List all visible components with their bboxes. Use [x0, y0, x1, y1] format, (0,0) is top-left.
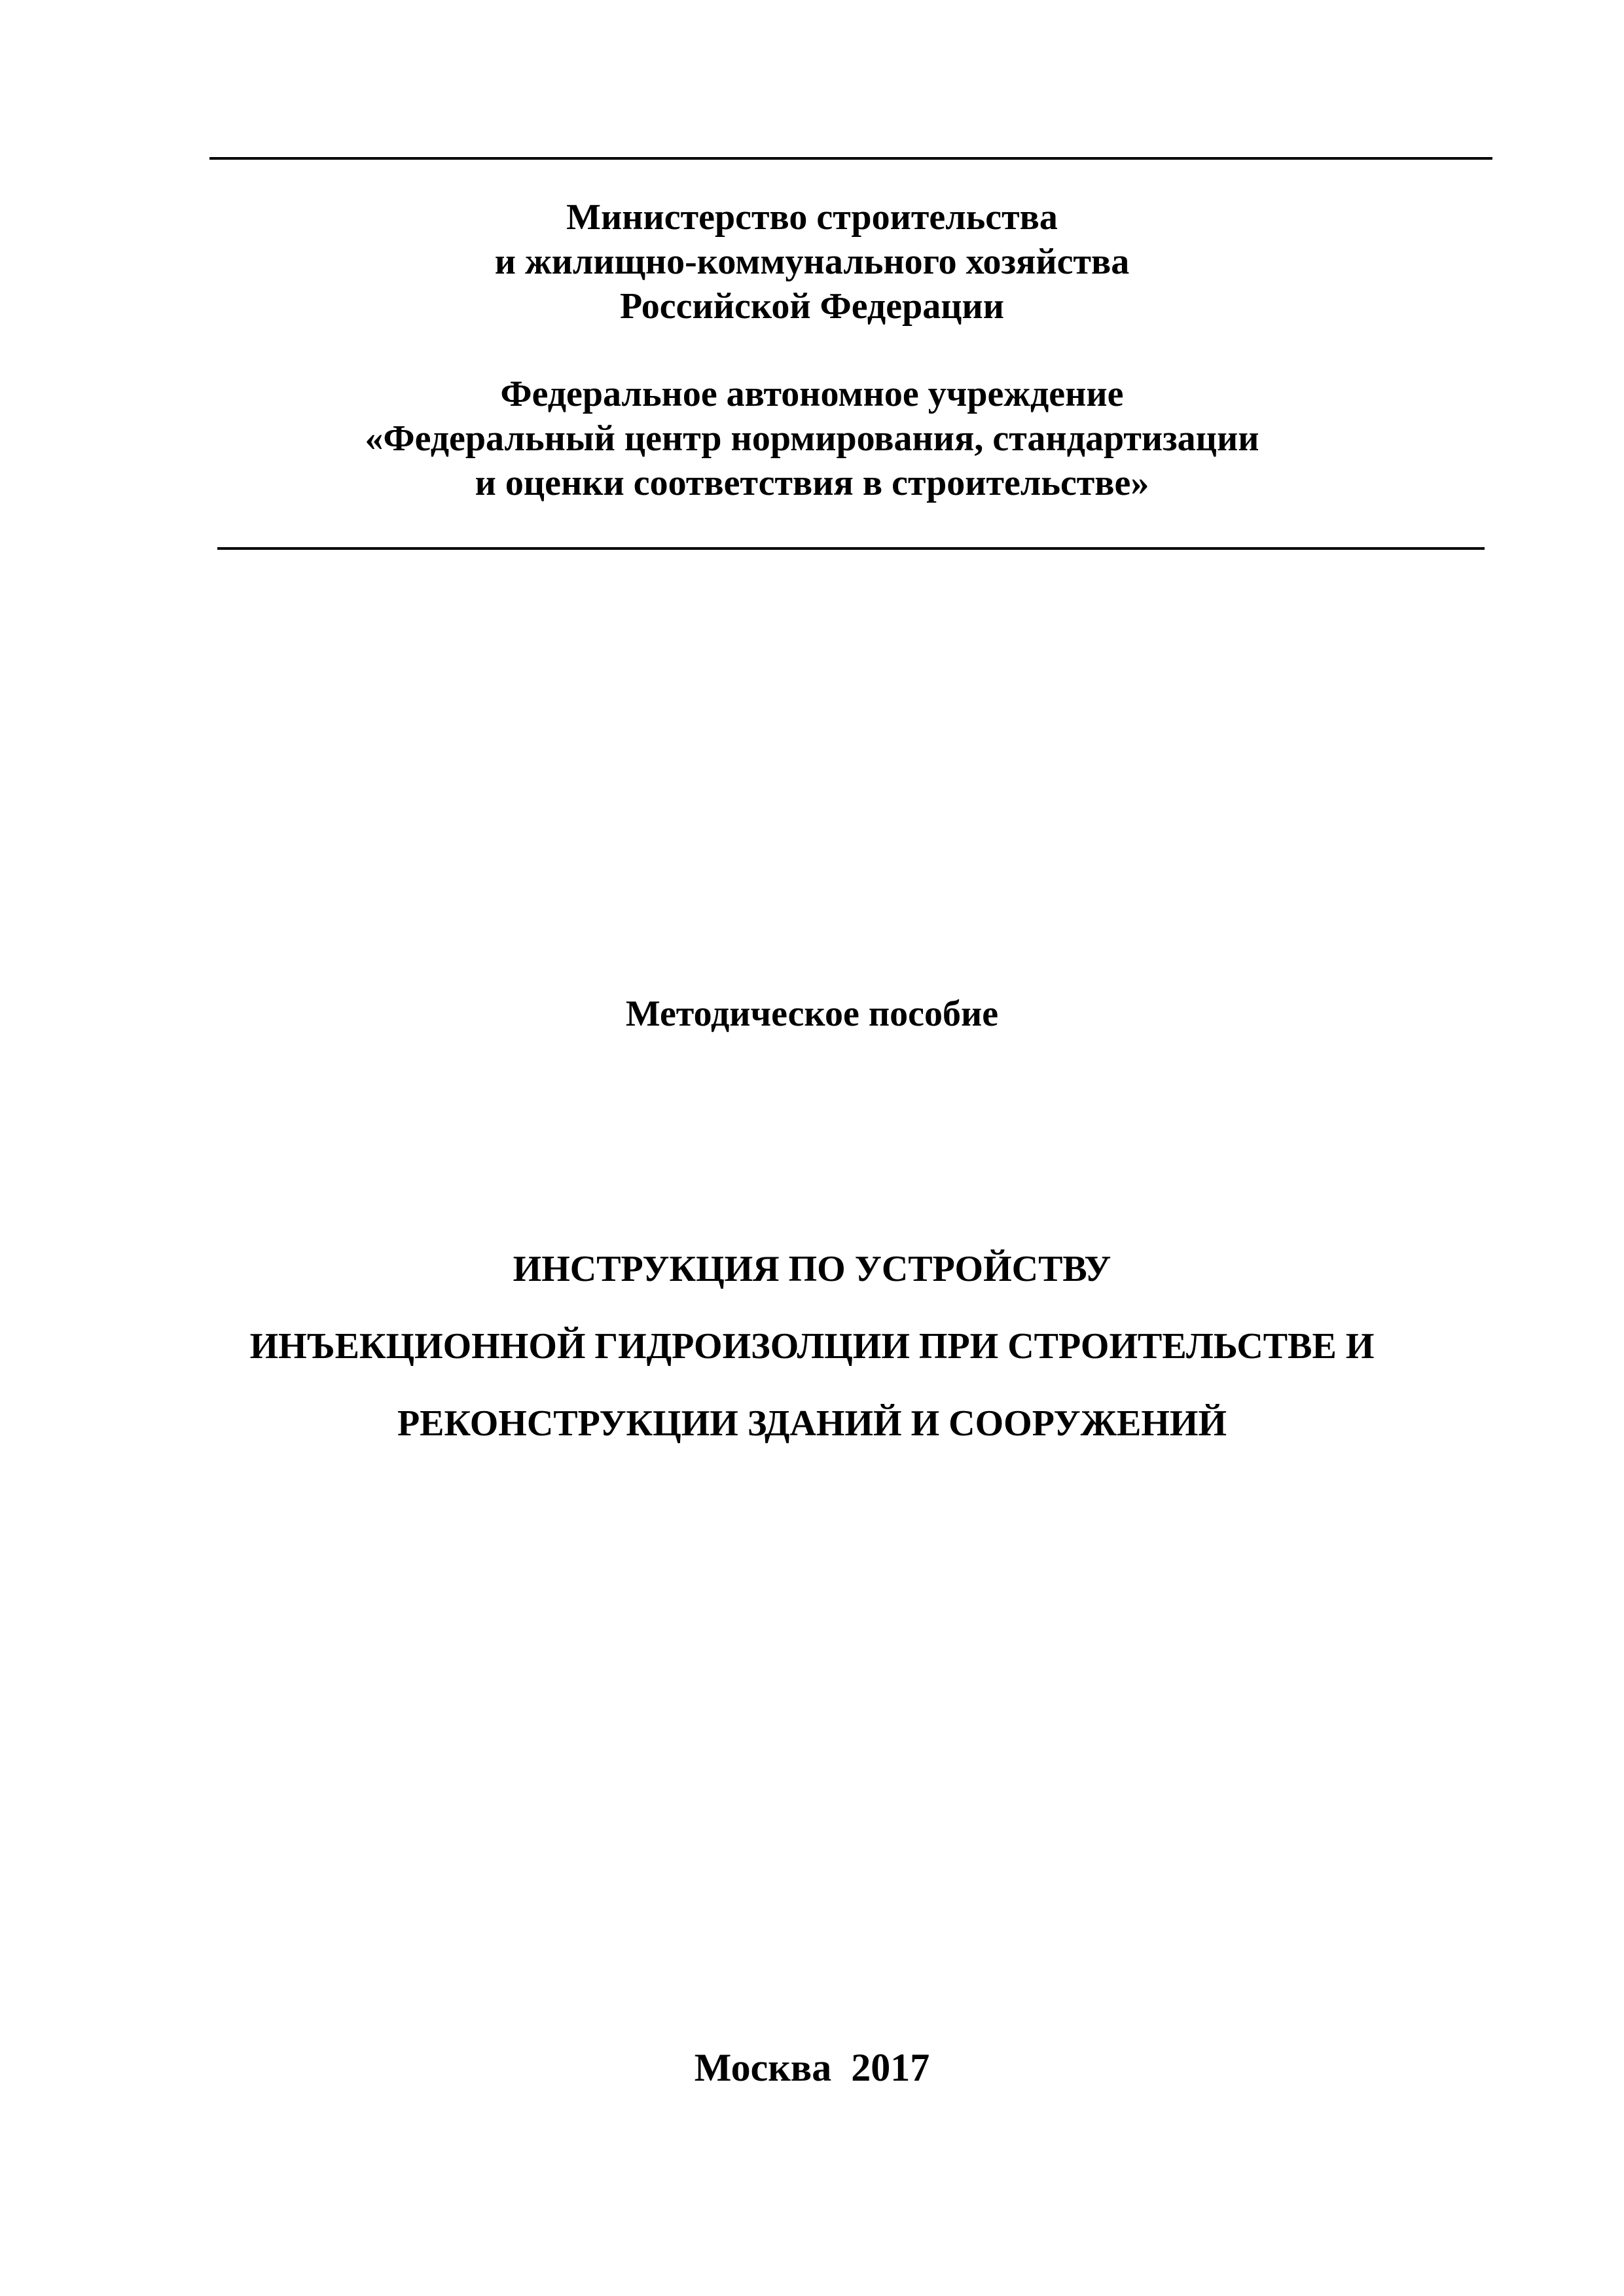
- title-line-2: ИНЪЕКЦИОННОЙ ГИДРОИЗОЛЦИИ ПРИ СТРОИТЕЛЬСТВЕ И: [249, 1326, 1375, 1367]
- ministry-line-2: и жилищно-коммунального хозяйства: [494, 242, 1130, 282]
- document-type-label: Методическое пособие: [625, 994, 999, 1034]
- ministry-name: [0, 195, 1624, 329]
- city-year-label: Москва 2017: [694, 2046, 930, 2089]
- document-type: [0, 992, 1624, 1036]
- institution-name: [0, 372, 1624, 505]
- institution-line-2: «Федеральный центр нормирования, стандартизации: [365, 418, 1259, 459]
- ministry-line-1: Министерство строительства: [566, 197, 1058, 238]
- title-line-1: ИНСТРУКЦИЯ ПО УСТРОЙСТВУ: [513, 1249, 1111, 1289]
- title-line-3: РЕКОНСТРУКЦИИ ЗДАНИЙ И СООРУЖЕНИЙ: [397, 1403, 1227, 1444]
- ministry-line-3: Российской Федерации: [619, 286, 1005, 327]
- document-title: [0, 1230, 1624, 1462]
- institution-line-3: и оценки соответствия в строительстве»: [475, 463, 1149, 503]
- header-bottom-rule: [217, 547, 1485, 550]
- publication-place-year: [0, 2044, 1624, 2091]
- institution-line-1: Федеральное автономное учреждение: [500, 374, 1124, 414]
- header-top-rule: [209, 157, 1492, 160]
